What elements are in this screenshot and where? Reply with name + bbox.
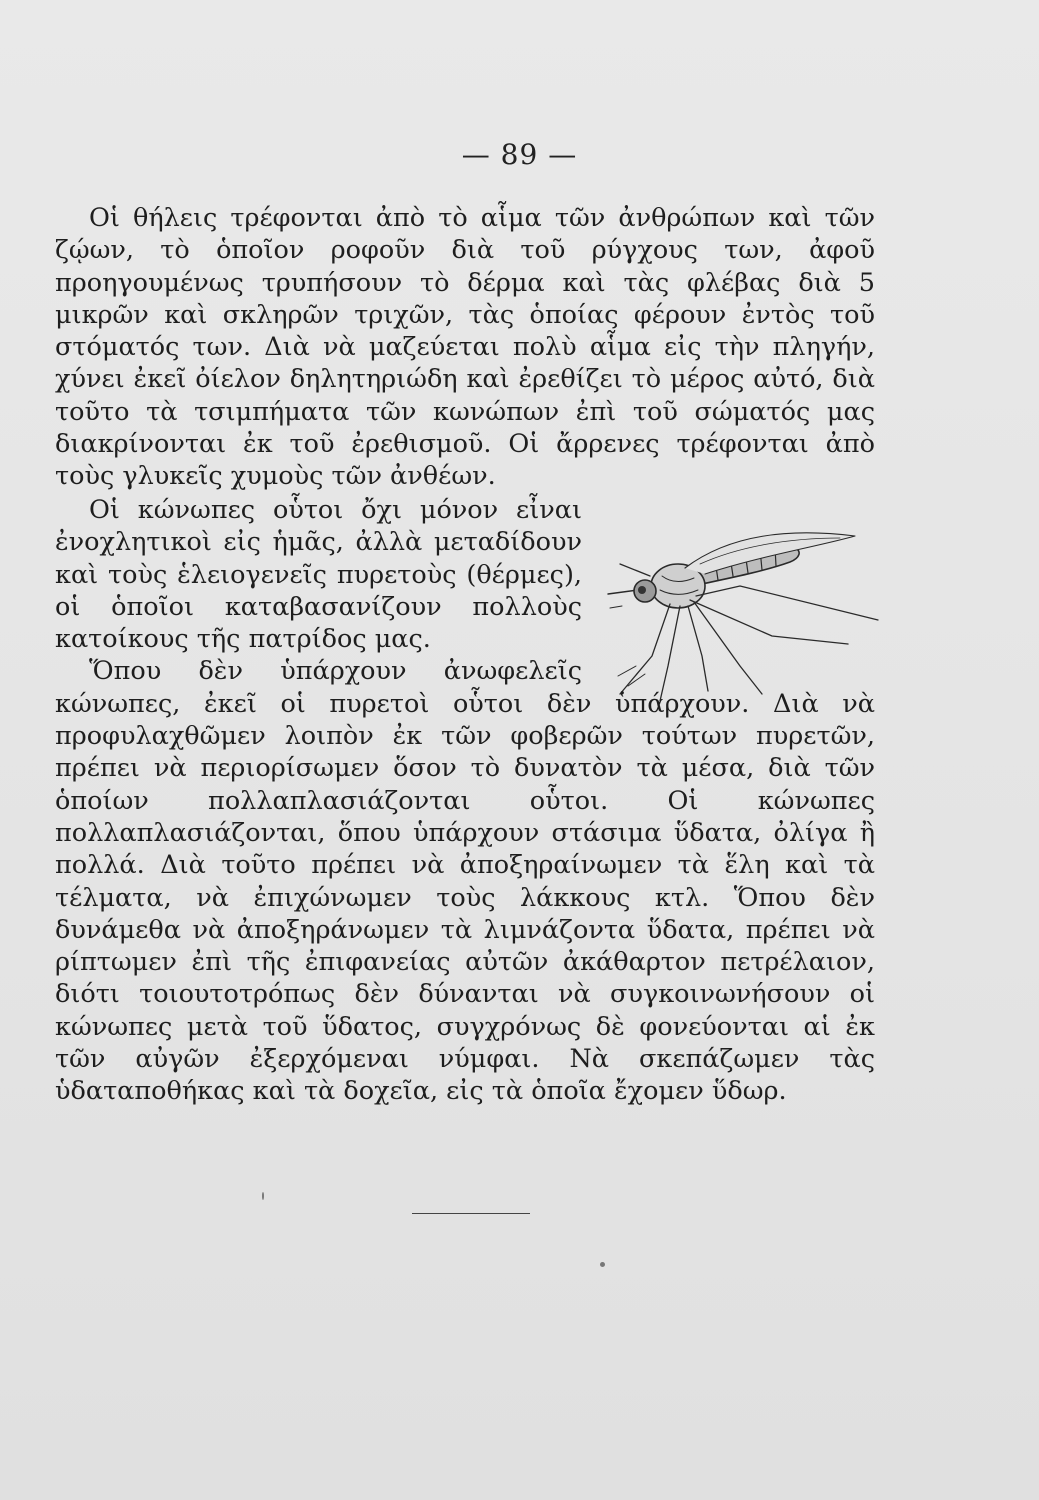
paragraph-3: Ὅπου δὲν ὑπάρχουν ἀνωφελεῖς κώνωπες, ἐκεῖ οἱ πυρετοὶ οὗτοι δὲν ὑπάρχουν. Διὰ νὰ προφυλαχθῶμεν λοιπὸν ἐκ τῶν φοβερῶν τούτων πυρετῶν, πρέπει νὰ περιορίσωμεν ὅσον τὸ δυνατὸν τὰ μέσα, διὰ τῶν ὁποίων πολλαπλασιάζονται οὗτοι. Οἱ κώνωπες πολλαπλασιάζονται, ὅπου ὑπάρχουν στάσιμα ὕδατα, ὀλίγα ἢ πολλά. Διὰ τοῦτο πρέπει νὰ ἀποξηραίνωμεν τὰ ἕλη καὶ τὰ τέλματα, νὰ ἐπιχώνωμεν τοὺς λάκκους κτλ. Ὅπου δὲν δυνάμεθα νὰ ἀποξηράνωμεν τὰ λιμνάζοντα ὕδατα, πρέπει νὰ ρίπτωμεν ἐπὶ τῆς ἐπιφανείας αὐτῶν ἀκάθαρτον πετρέλαιον, διότι τοιουτοτρόπως δὲν δύνανται νὰ συγκοινωνήσουν οἱ κώνωπες μετὰ τοῦ ὕδατος, συγχρόνως δὲ φονεύονται αἱ ἐκ τῶν αὐγῶν ἐξερχόμεναι νύμφαι. Νὰ σκεπάζωμεν τὰς ὑδαταποθήκας καὶ τὰ δοχεῖα, εἰς τὰ ὁποῖα ἔχομεν ὕδωρ.	[55, 656, 875, 1107]
page-number: — 89 —	[461, 138, 578, 171]
paragraph-1: Οἱ θήλεις τρέφονται ἀπὸ τὸ αἷμα τῶν ἀνθρώπων καὶ τῶν ζῴων, τὸ ὁποῖον ροφοῦν διὰ τοῦ ρύγχους των, ἀφοῦ προηγουμένως τρυπήσουν τὸ δέρμα καὶ τὰς φλέβας διὰ 5 μικρῶν καὶ σκληρῶν τριχῶν, τὰς ὁποίας φέρουν ἐντὸς τοῦ στόματός των. Διὰ νὰ μαζεύεται πολὺ αἷμα εἰς τὴν πληγήν, χύνει ἐκεῖ ὀίελον δηλητηριώδη καὶ ἐρεθίζει τὸ μέρος αὐτό, διὰ τοῦτο τὰ τσιμπήματα τῶν κωνώπων ἐπὶ τοῦ σώματός μας διακρίνονται ἐκ τοῦ ἐρεθισμοῦ. Οἱ ἄρρενες τρέφονται ἀπὸ τοὺς γλυκεῖς χυμοὺς τῶν ἀνθέων.	[55, 203, 875, 492]
text-block-1	[55, 202, 875, 493]
paper-speck	[600, 1262, 605, 1267]
section-divider	[412, 1213, 530, 1214]
text-block-2	[55, 494, 875, 1108]
mosquito-icon	[590, 516, 885, 701]
paper-speck	[262, 1192, 264, 1200]
paragraph-2: Οἱ κώνωπες οὗτοι ὄχι μόνον εἶναι ἐνοχλητικοὶ εἰς ἡμᾶς, ἀλλὰ μεταδίδουν καὶ τοὺς ἑλειογενεῖς πυρετοὺς (θέρμες), οἱ ὁποῖοι καταβασανίζουν πολλοὺς κατοίκους τῆς πατρίδος μας.	[55, 495, 582, 655]
mosquito-figure	[590, 516, 885, 686]
